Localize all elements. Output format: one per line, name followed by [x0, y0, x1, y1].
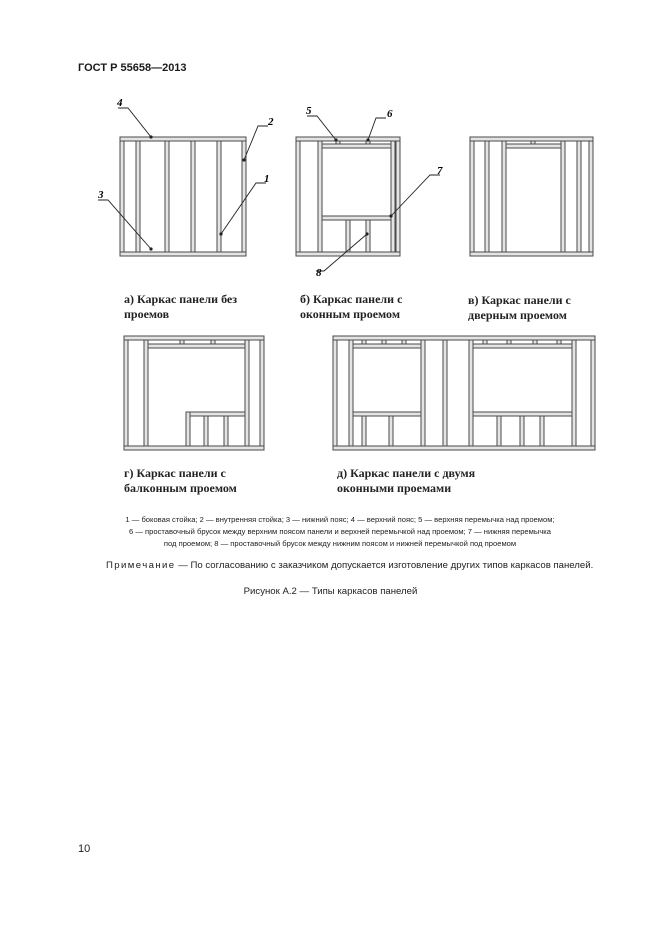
side-stud [470, 141, 474, 252]
stud [520, 416, 524, 446]
bottom-plate [120, 252, 246, 256]
frame-a [120, 137, 246, 256]
stud [485, 141, 489, 252]
callout-8: 8 [316, 267, 322, 279]
note-text: — По согласованию с заказчиком допускается изготовление других типов каркасов панелей. [175, 560, 594, 571]
stud [469, 340, 473, 446]
stud [561, 141, 565, 252]
side-stud [589, 141, 593, 252]
stud [349, 340, 353, 446]
stud [577, 141, 581, 252]
stud [204, 416, 208, 446]
caption-g [124, 466, 237, 496]
stud [186, 412, 190, 446]
side-stud [296, 141, 300, 252]
frame-g [124, 336, 264, 450]
callout-6: 6 [387, 108, 393, 120]
sill-under-opening [473, 412, 572, 416]
stud [502, 141, 506, 252]
caption-d [337, 466, 475, 496]
top-plate [124, 336, 264, 340]
header-over-opening [322, 144, 391, 148]
caption-a-line2: проемов [124, 307, 170, 321]
note-label: Примечание [106, 560, 176, 571]
stud [540, 416, 544, 446]
callout-2: 2 [268, 116, 274, 128]
stud [533, 340, 537, 344]
sill-under-opening [353, 412, 421, 416]
stud [483, 340, 487, 344]
legend-line-1: 1 — боковая стойка; 2 — внутренняя стойка; 3 — нижний пояс; 4 — верхний пояс; 5 — верхняя перемычка над проемом; [125, 515, 555, 524]
caption-a [124, 292, 237, 322]
stud [362, 416, 366, 446]
side-stud [120, 141, 124, 252]
stud [191, 141, 195, 252]
bottom-plate [296, 252, 400, 256]
top-plate [333, 336, 595, 340]
caption-b-line2: оконным проемом [300, 307, 401, 321]
stud [421, 340, 425, 446]
frame-d [333, 336, 595, 450]
legend-line-3: под проемом; 8 — проставочный брусок между нижним поясом и нижней перемычкой под проемом [163, 539, 517, 548]
caption-b [300, 292, 402, 322]
top-plate [296, 137, 400, 141]
caption-v-line2: дверным проемом [468, 308, 567, 322]
caption-b-line1: б) Каркас панели с [300, 292, 403, 306]
stud [531, 141, 535, 144]
bottom-plate [470, 252, 593, 256]
sill-under-opening [186, 412, 245, 416]
leader-lines [98, 108, 440, 271]
note [106, 560, 626, 571]
caption-g-line2: балконным проемом [124, 481, 237, 495]
stud [180, 340, 184, 344]
side-stud [333, 340, 337, 446]
stud [346, 220, 350, 252]
header-over-opening [506, 144, 561, 148]
caption-d-line1: д) Каркас панели с двумя [337, 466, 476, 480]
stud [224, 416, 228, 446]
stud [211, 340, 215, 344]
stud [144, 340, 148, 446]
stud [382, 340, 386, 344]
caption-g-line1: г) Каркас панели с [124, 466, 226, 480]
caption-d-line2: оконными проемами [337, 481, 452, 495]
frame-b [296, 137, 400, 256]
stud [318, 141, 322, 252]
stud [389, 416, 393, 446]
stud [443, 340, 447, 446]
caption-a-line1: а) Каркас панели без [124, 292, 238, 306]
figure-legend [80, 514, 600, 550]
stud [557, 340, 561, 344]
bottom-plate [124, 446, 264, 450]
callout-1: 1 [264, 173, 270, 185]
header-over-opening [148, 344, 245, 348]
stud [402, 340, 406, 344]
frame-v [470, 137, 593, 256]
standard-header: ГОСТ Р 55658—2013 [78, 62, 187, 74]
side-stud [396, 141, 400, 252]
stud [391, 141, 395, 252]
stud [245, 340, 249, 446]
stud [497, 416, 501, 446]
callout-4: 4 [117, 97, 123, 109]
stud [362, 340, 366, 344]
stud [507, 340, 511, 344]
page-number: 10 [78, 843, 91, 855]
caption-v [468, 293, 571, 323]
sill-under-opening [322, 216, 391, 220]
stud [572, 340, 576, 446]
legend-line-2: 6 — проставочный брусок между верхним поясом панели и верхней перемычкой над проемом; 7 — нижняя перемычка [129, 527, 551, 536]
callout-7: 7 [437, 165, 443, 177]
side-stud [591, 340, 595, 446]
stud [165, 141, 169, 252]
header-over-opening [473, 344, 572, 348]
side-stud [260, 340, 264, 446]
top-plate [470, 137, 593, 141]
bottom-plate [333, 446, 595, 450]
callout-3: 3 [98, 189, 104, 201]
side-stud [124, 340, 128, 446]
figure-caption: Рисунок А.2 — Типы каркасов панелей [243, 586, 418, 597]
caption-v-line1: в) Каркас панели с [468, 293, 571, 307]
header-over-opening [353, 344, 421, 348]
stud [366, 220, 370, 252]
top-plate [120, 137, 246, 141]
callout-5: 5 [306, 105, 312, 117]
